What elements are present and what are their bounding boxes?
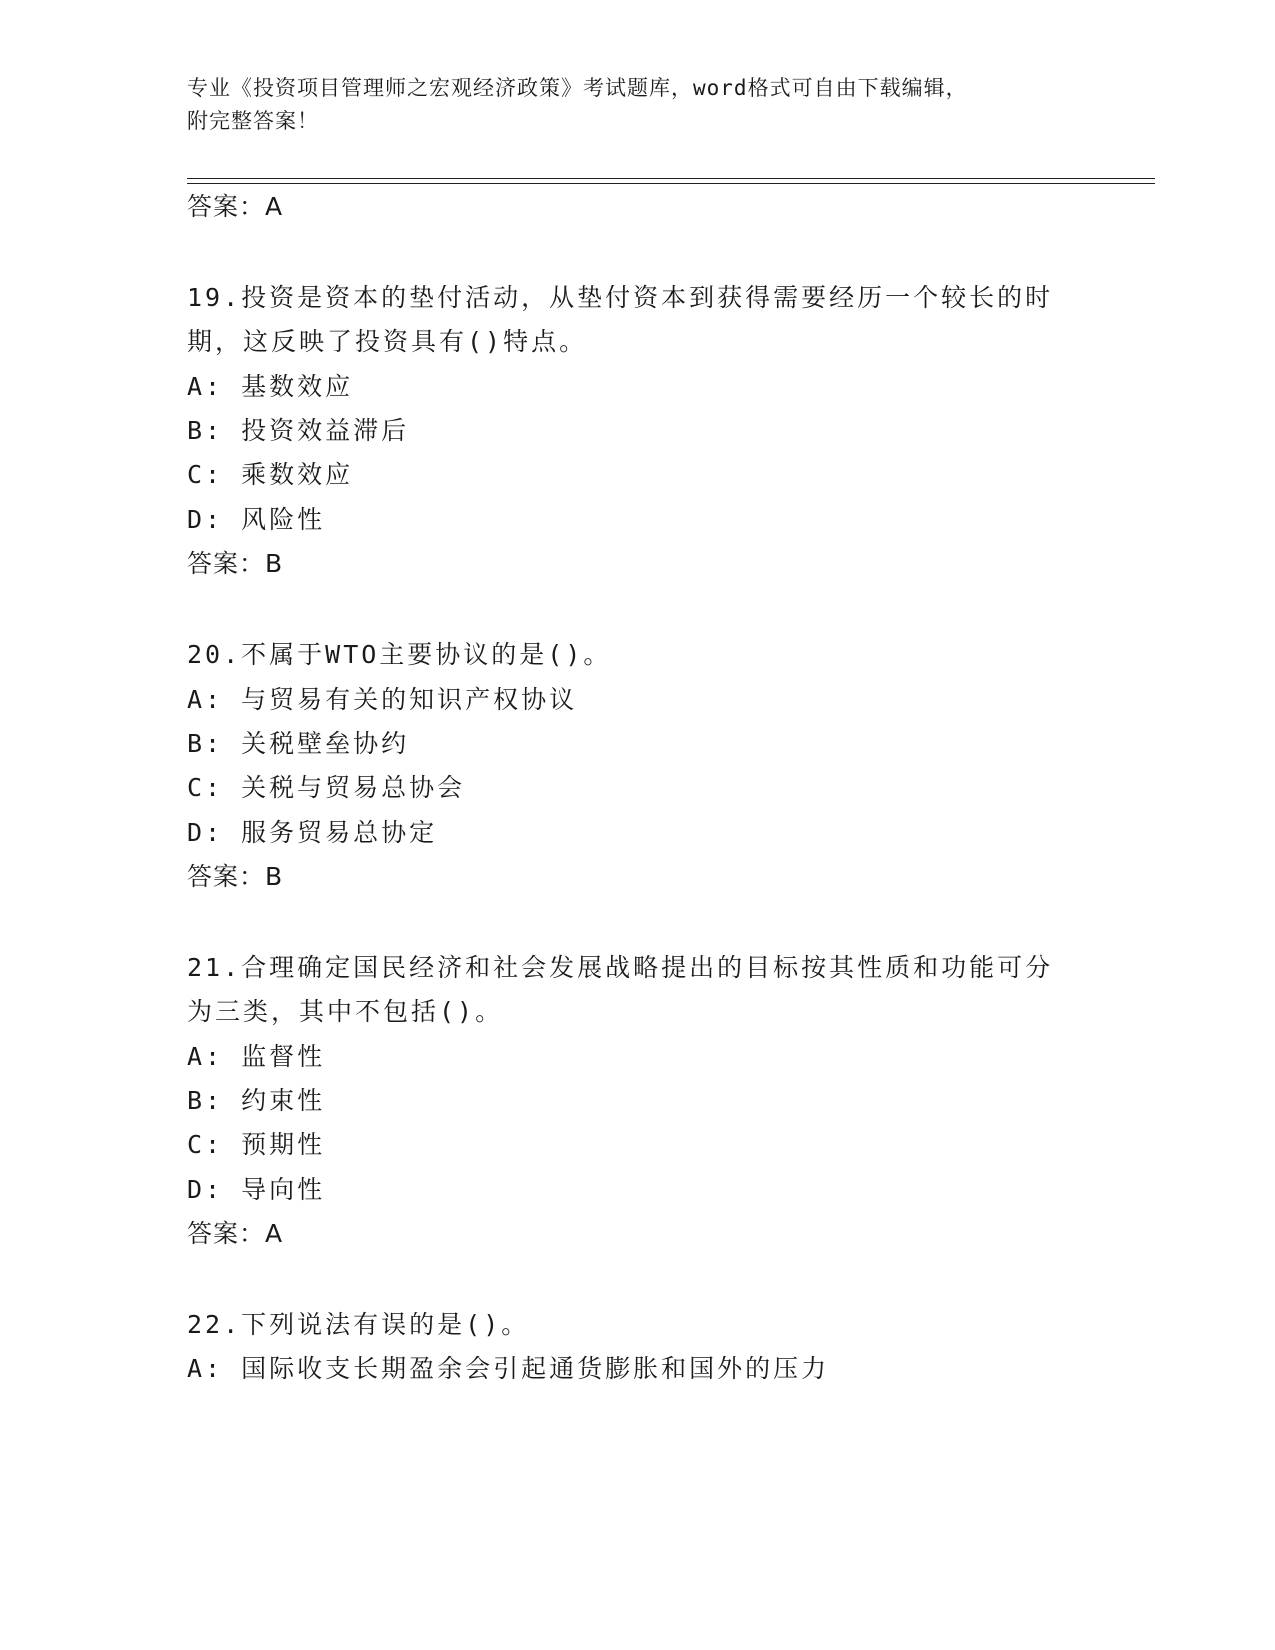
question-20-option-a: A: 与贸易有关的知识产权协议: [187, 685, 578, 714]
question-22-option-a: A: 国际收支长期盈余会引起通货膨胀和国外的压力: [187, 1354, 830, 1383]
document-header: [187, 72, 1087, 138]
question-19-answer: 答案：B: [187, 549, 284, 578]
question-21-option-d: D: 导向性: [187, 1175, 326, 1204]
question-21-option-b: B: 约束性: [187, 1086, 326, 1115]
answer-line: 答案：A: [187, 192, 284, 221]
question-21-option-a: A: 监督性: [187, 1042, 326, 1071]
question-20-option-b: B: 关税壁垒协约: [187, 729, 410, 758]
header-divider-top: [187, 178, 1155, 179]
header-divider-bottom: [187, 183, 1155, 184]
question-19-option-b: B: 投资效益滞后: [187, 416, 410, 445]
question-19-option-d: D: 风险性: [187, 505, 326, 534]
header-line-2: 附完整答案！: [187, 109, 319, 133]
question-20-option-d: D: 服务贸易总协定: [187, 818, 438, 847]
question-19-stem-line-1: 19.投资是资本的垫付活动，从垫付资本到获得需要经历一个较长的时: [187, 283, 1054, 312]
question-20-option-c: C: 关税与贸易总协会: [187, 773, 466, 802]
question-21-stem-line-2: 为三类，其中不包括()。: [187, 997, 504, 1026]
question-22-stem: 22.下列说法有误的是()。: [187, 1310, 530, 1339]
question-19-stem-line-2: 期，这反映了投资具有()特点。: [187, 327, 588, 356]
question-20-answer: 答案：B: [187, 862, 284, 891]
question-21-answer: 答案：A: [187, 1219, 284, 1248]
header-line-1: 专业《投资项目管理师之宏观经济政策》考试题库，word格式可自由下载编辑，: [187, 76, 968, 100]
question-19-option-c: C: 乘数效应: [187, 460, 354, 489]
question-20-stem: 20.不属于WTO主要协议的是()。: [187, 640, 612, 669]
question-21-option-c: C: 预期性: [187, 1130, 326, 1159]
question-21-stem-line-1: 21.合理确定国民经济和社会发展战略提出的目标按其性质和功能可分: [187, 953, 1054, 982]
question-19-option-a: A: 基数效应: [187, 372, 354, 401]
